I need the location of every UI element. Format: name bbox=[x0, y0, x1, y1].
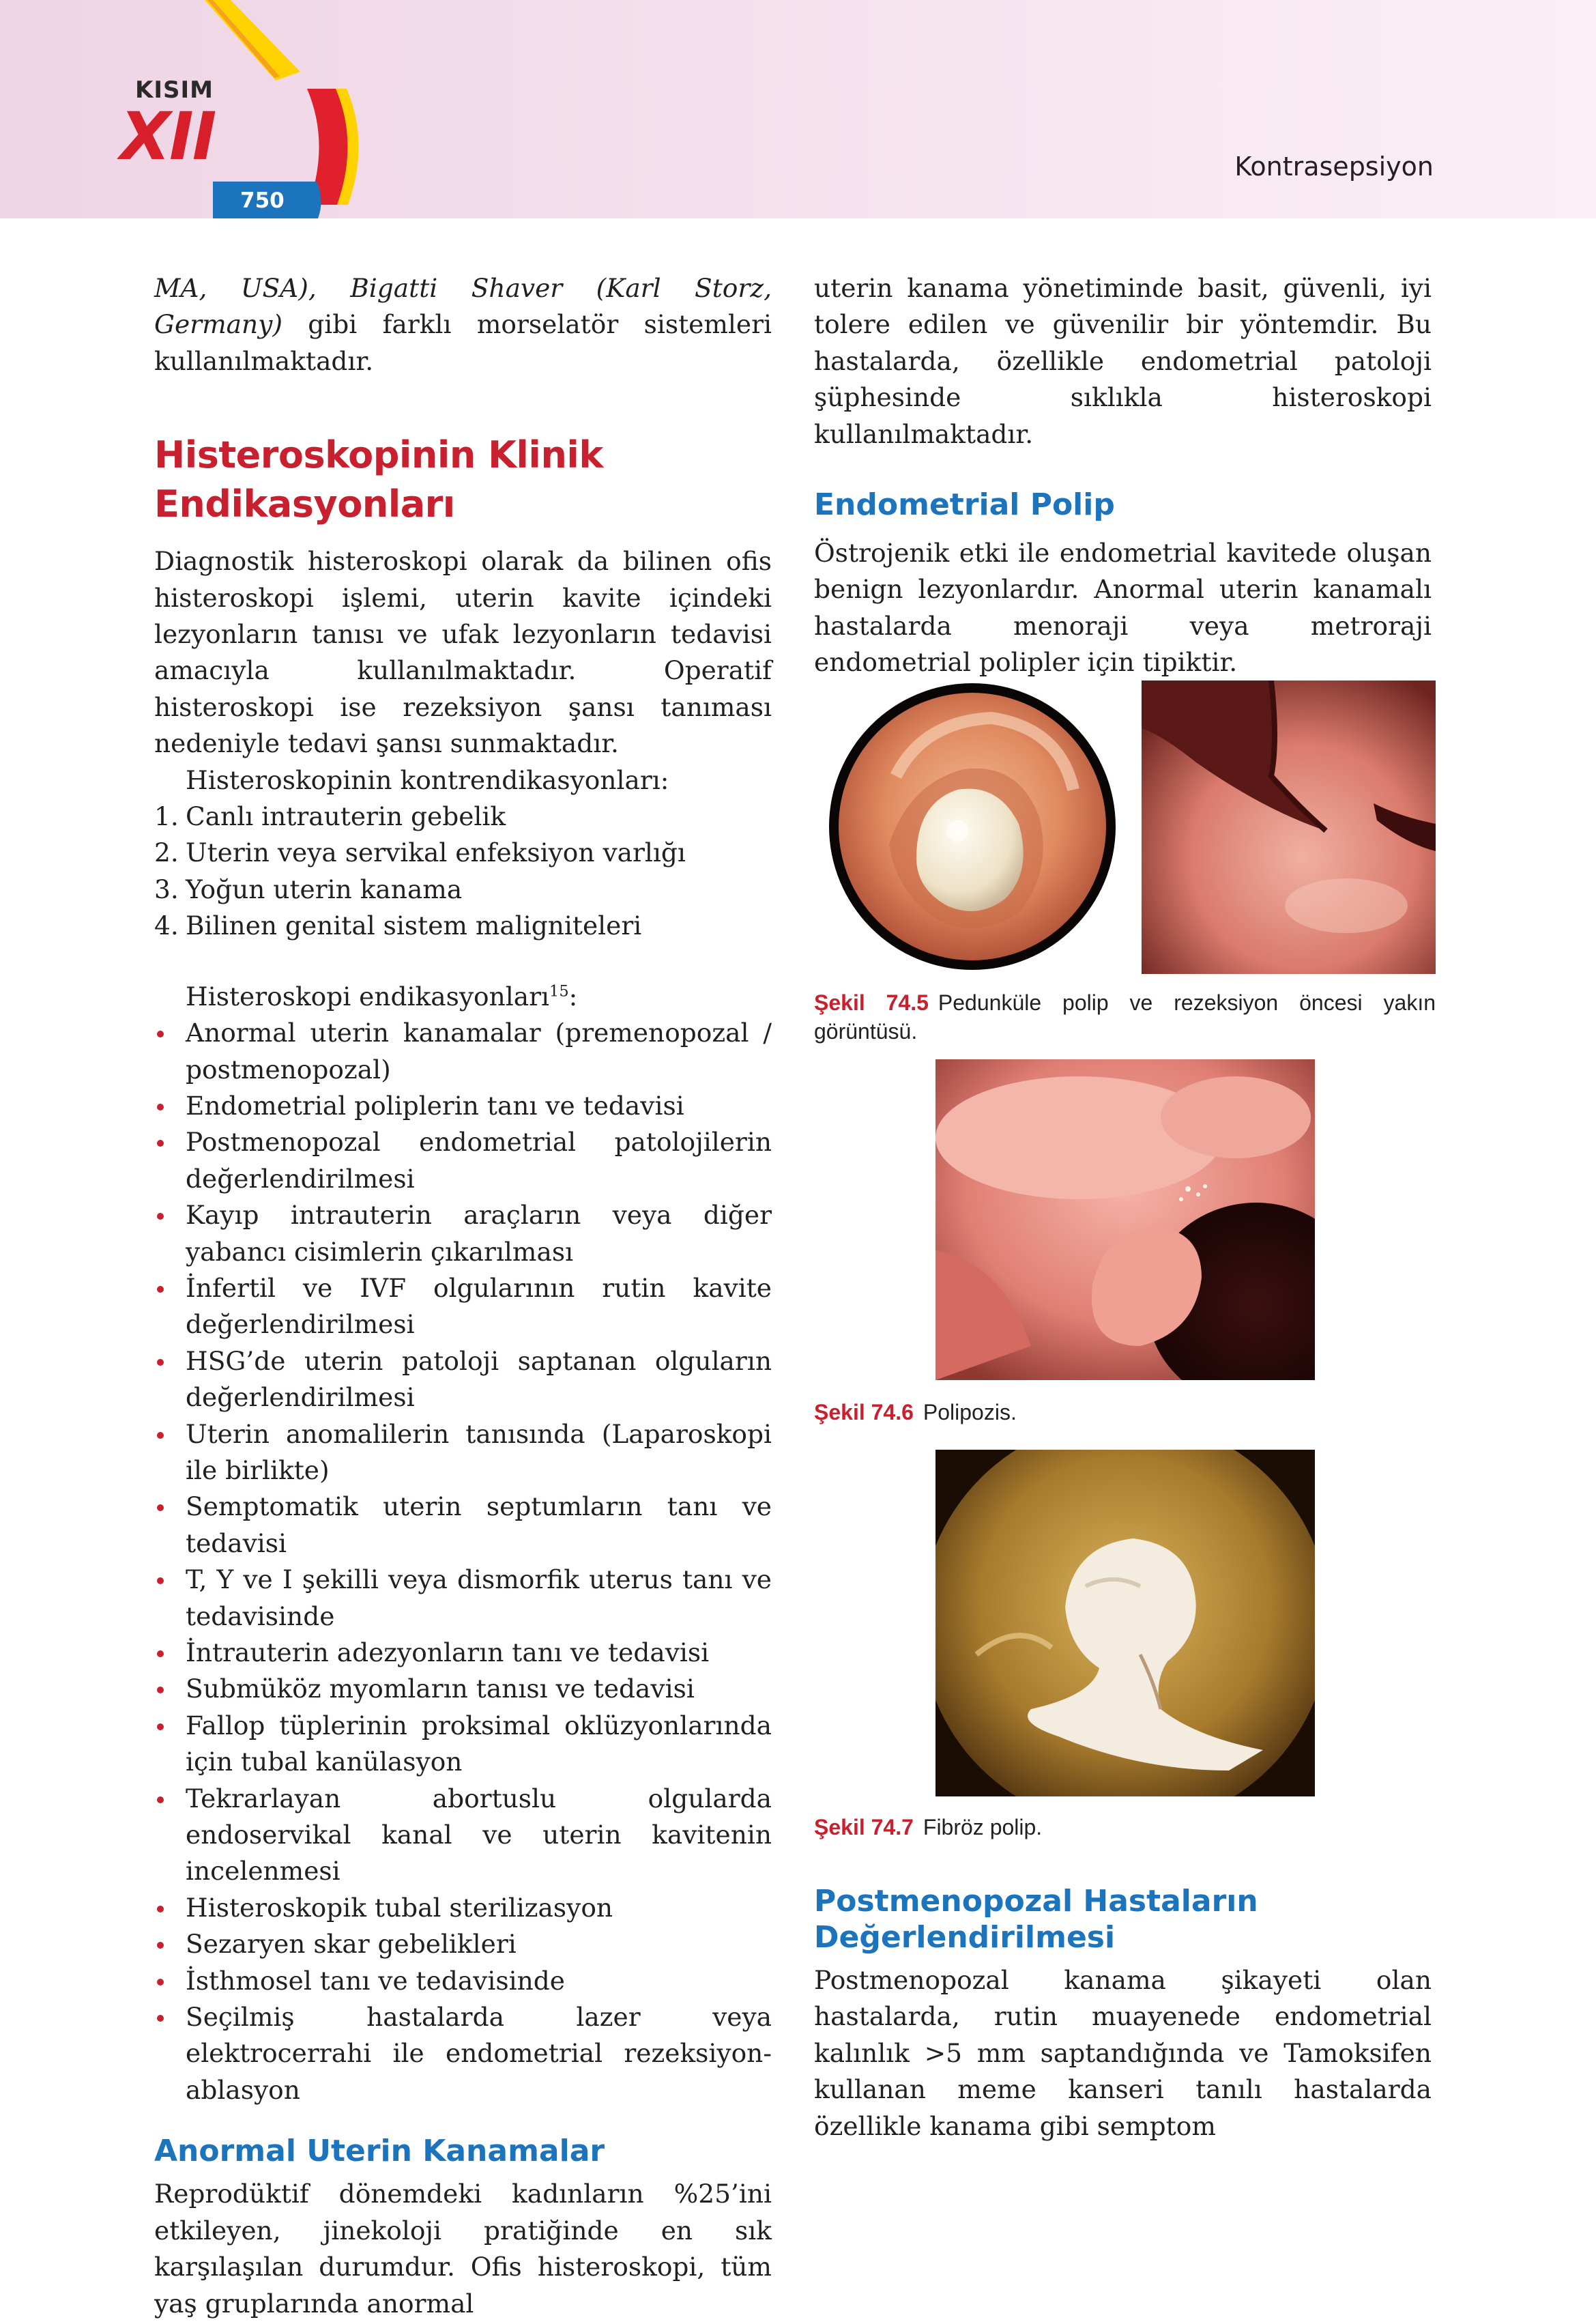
list-item: İntrauterin adezyonların tanı ve tedavisi bbox=[154, 1635, 772, 1671]
polyp-title: Endometrial Polip bbox=[814, 487, 1115, 523]
figure-74-5-right-image bbox=[1142, 680, 1436, 974]
section-title-line2: Endikasyonları bbox=[154, 483, 455, 526]
contraindications-list bbox=[154, 799, 772, 945]
list-item: Kayıp intrauterin araçların veya diğer yabancı cisimlerin çıkarılması bbox=[154, 1197, 772, 1270]
figure-74-5-caption bbox=[814, 988, 1436, 1046]
running-title: Kontrasepsiyon bbox=[1234, 152, 1434, 182]
list-item: Postmenopozal endometrial patolojilerin değerlendirilmesi bbox=[154, 1124, 772, 1197]
list-item: Fallop tüplerinin proksimal oklüzyonlarında için tubal kanülasyon bbox=[154, 1708, 772, 1781]
page-number: 750 bbox=[240, 188, 285, 213]
left-column bbox=[154, 270, 772, 2322]
list-item: 3. Yoğun uterin kanama bbox=[154, 874, 463, 904]
list-item: Semptomatik uterin septumların tanı ve tedavisi bbox=[154, 1489, 772, 1562]
polyp-paragraph: Östrojenik etki ile endometrial kavitede oluşan benign lezyonlardır. Anormal uterin kanamalı hastalarda menoraji veya metroraji endometrial polipler için tipiktir. bbox=[814, 538, 1432, 678]
intro-rest: gibi farklı morselatör sistemleri kullanılmaktadır. bbox=[154, 309, 772, 376]
part-label: KISIM bbox=[135, 76, 214, 104]
postmenopausal-section bbox=[814, 1883, 1432, 2145]
right-column bbox=[814, 270, 1432, 681]
section-title bbox=[154, 431, 772, 529]
figure-label: Şekil 74.5 bbox=[814, 990, 929, 1015]
list-item: 1. Canlı intrauterin gebelik bbox=[154, 801, 506, 832]
intro-paragraph bbox=[154, 270, 772, 379]
list-item: Sezaryen skar gebelikleri bbox=[154, 1926, 772, 1962]
postmenopausal-title: Postmenopozal Hastaların Değerlendirilmesi bbox=[814, 1884, 1258, 1955]
list-item: Tekrarlayan abortuslu olgularda endoservikal kanal ve uterin kavitenin incelenmesi bbox=[154, 1781, 772, 1890]
indications-intro-paragraph: Diagnostik histeroskopi olarak da bilinen ofis histeroskopi işlemi, uterin kavite içindeki lezyonların tanısı ve ufak lezyonların tedavisi amacıyla kullanılmaktadır. Operatif histeroskopi ise rezeksiyon şansı tanıması nedeniyle tedavi şansı sunmaktadır. bbox=[154, 546, 772, 759]
section-title-line1: Histeroskopinin Klinik bbox=[154, 433, 603, 477]
indications-heading: Histeroskopi endikasyonları$^{15}$: bbox=[186, 981, 578, 1012]
continued-paragraph: uterin kanama yönetiminde basit, güvenli, iyi tolere edilen ve güvenilir bir yöntemdir. Bu hastalarda, özellikle endometrial patoloji şüphesinde sıklıkla histeroskopi kullanılmaktadır. bbox=[814, 273, 1432, 449]
page-header bbox=[0, 0, 1596, 218]
list-item: Anormal uterin kanamalar (premenopozal / postmenopozal) bbox=[154, 1015, 772, 1088]
figure-74-7-caption bbox=[814, 1813, 1436, 1841]
part-number: XII bbox=[120, 98, 216, 175]
list-item: HSG’de uterin patoloji saptanan olguların değerlendirilmesi bbox=[154, 1343, 772, 1416]
figure-74-7-image bbox=[935, 1450, 1315, 1796]
list-item: 2. Uterin veya servikal enfeksiyon varlığı bbox=[154, 837, 686, 868]
figure-label: Şekil 74.6 bbox=[814, 1400, 914, 1424]
list-item: İnfertil ve IVF olgularının rutin kavite değerlendirilmesi bbox=[154, 1270, 772, 1343]
figure-74-6-image bbox=[935, 1059, 1315, 1380]
list-item: Submüköz myomların tanısı ve tedavisi bbox=[154, 1671, 772, 1707]
list-item: T, Y ve I şekilli veya dismorfik uterus tanı ve tedavisinde bbox=[154, 1562, 772, 1635]
postmenopausal-paragraph: Postmenopozal kanama şikayeti olan hastalarda, rutin muayenede endometrial kalınlık >5 mm saptandığında ve Tamoksifen kullanan meme kanseri tanılı hastalarda özellikle kanama gibi semptom bbox=[814, 1965, 1432, 2141]
aub-paragraph: Reprodüktif dönemdeki kadınların %25’ini etkileyen, jinekoloji pratiğinde en sık karşılaşılan durumdur. Ofis histeroskopi, tüm yaş gruplarında anormal bbox=[154, 2179, 772, 2319]
figure-74-5-left-image bbox=[814, 680, 1131, 974]
figure-caption-text: Polipozis. bbox=[923, 1400, 1017, 1424]
list-item: Seçilmiş hastalarda lazer veya elektrocerrahi ile endometrial rezeksiyon-ablasyon bbox=[154, 1999, 772, 2108]
list-item: Endometrial poliplerin tanı ve tedavisi bbox=[154, 1088, 772, 1124]
contraindications-heading: Histeroskopinin kontrendikasyonları: bbox=[186, 764, 669, 795]
intro-italic: MA, USA), Bigatti Shaver (Karl Storz, Germany) bbox=[154, 273, 772, 340]
figure-74-6-caption bbox=[814, 1398, 1436, 1427]
list-item: Histeroskopik tubal sterilizasyon bbox=[154, 1890, 772, 1926]
header-decoration bbox=[0, 0, 1596, 218]
list-item: İsthmosel tanı ve tedavisinde bbox=[154, 1963, 772, 1999]
figure-label: Şekil 74.7 bbox=[814, 1815, 914, 1839]
aub-title: Anormal Uterin Kanamalar bbox=[154, 2134, 605, 2169]
figure-caption-text: Fibröz polip. bbox=[923, 1815, 1043, 1839]
indications-list bbox=[154, 1015, 772, 2108]
list-item: Uterin anomalilerin tanısında (Laparoskopi ile birlikte) bbox=[154, 1416, 772, 1489]
reference-number: 15 bbox=[549, 982, 569, 1001]
figure-caption-text: Pedunküle polip ve rezeksiyon öncesi yakın görüntüsü. bbox=[814, 990, 1436, 1044]
list-item: 4. Bilinen genital sistem maligniteleri bbox=[154, 911, 642, 941]
